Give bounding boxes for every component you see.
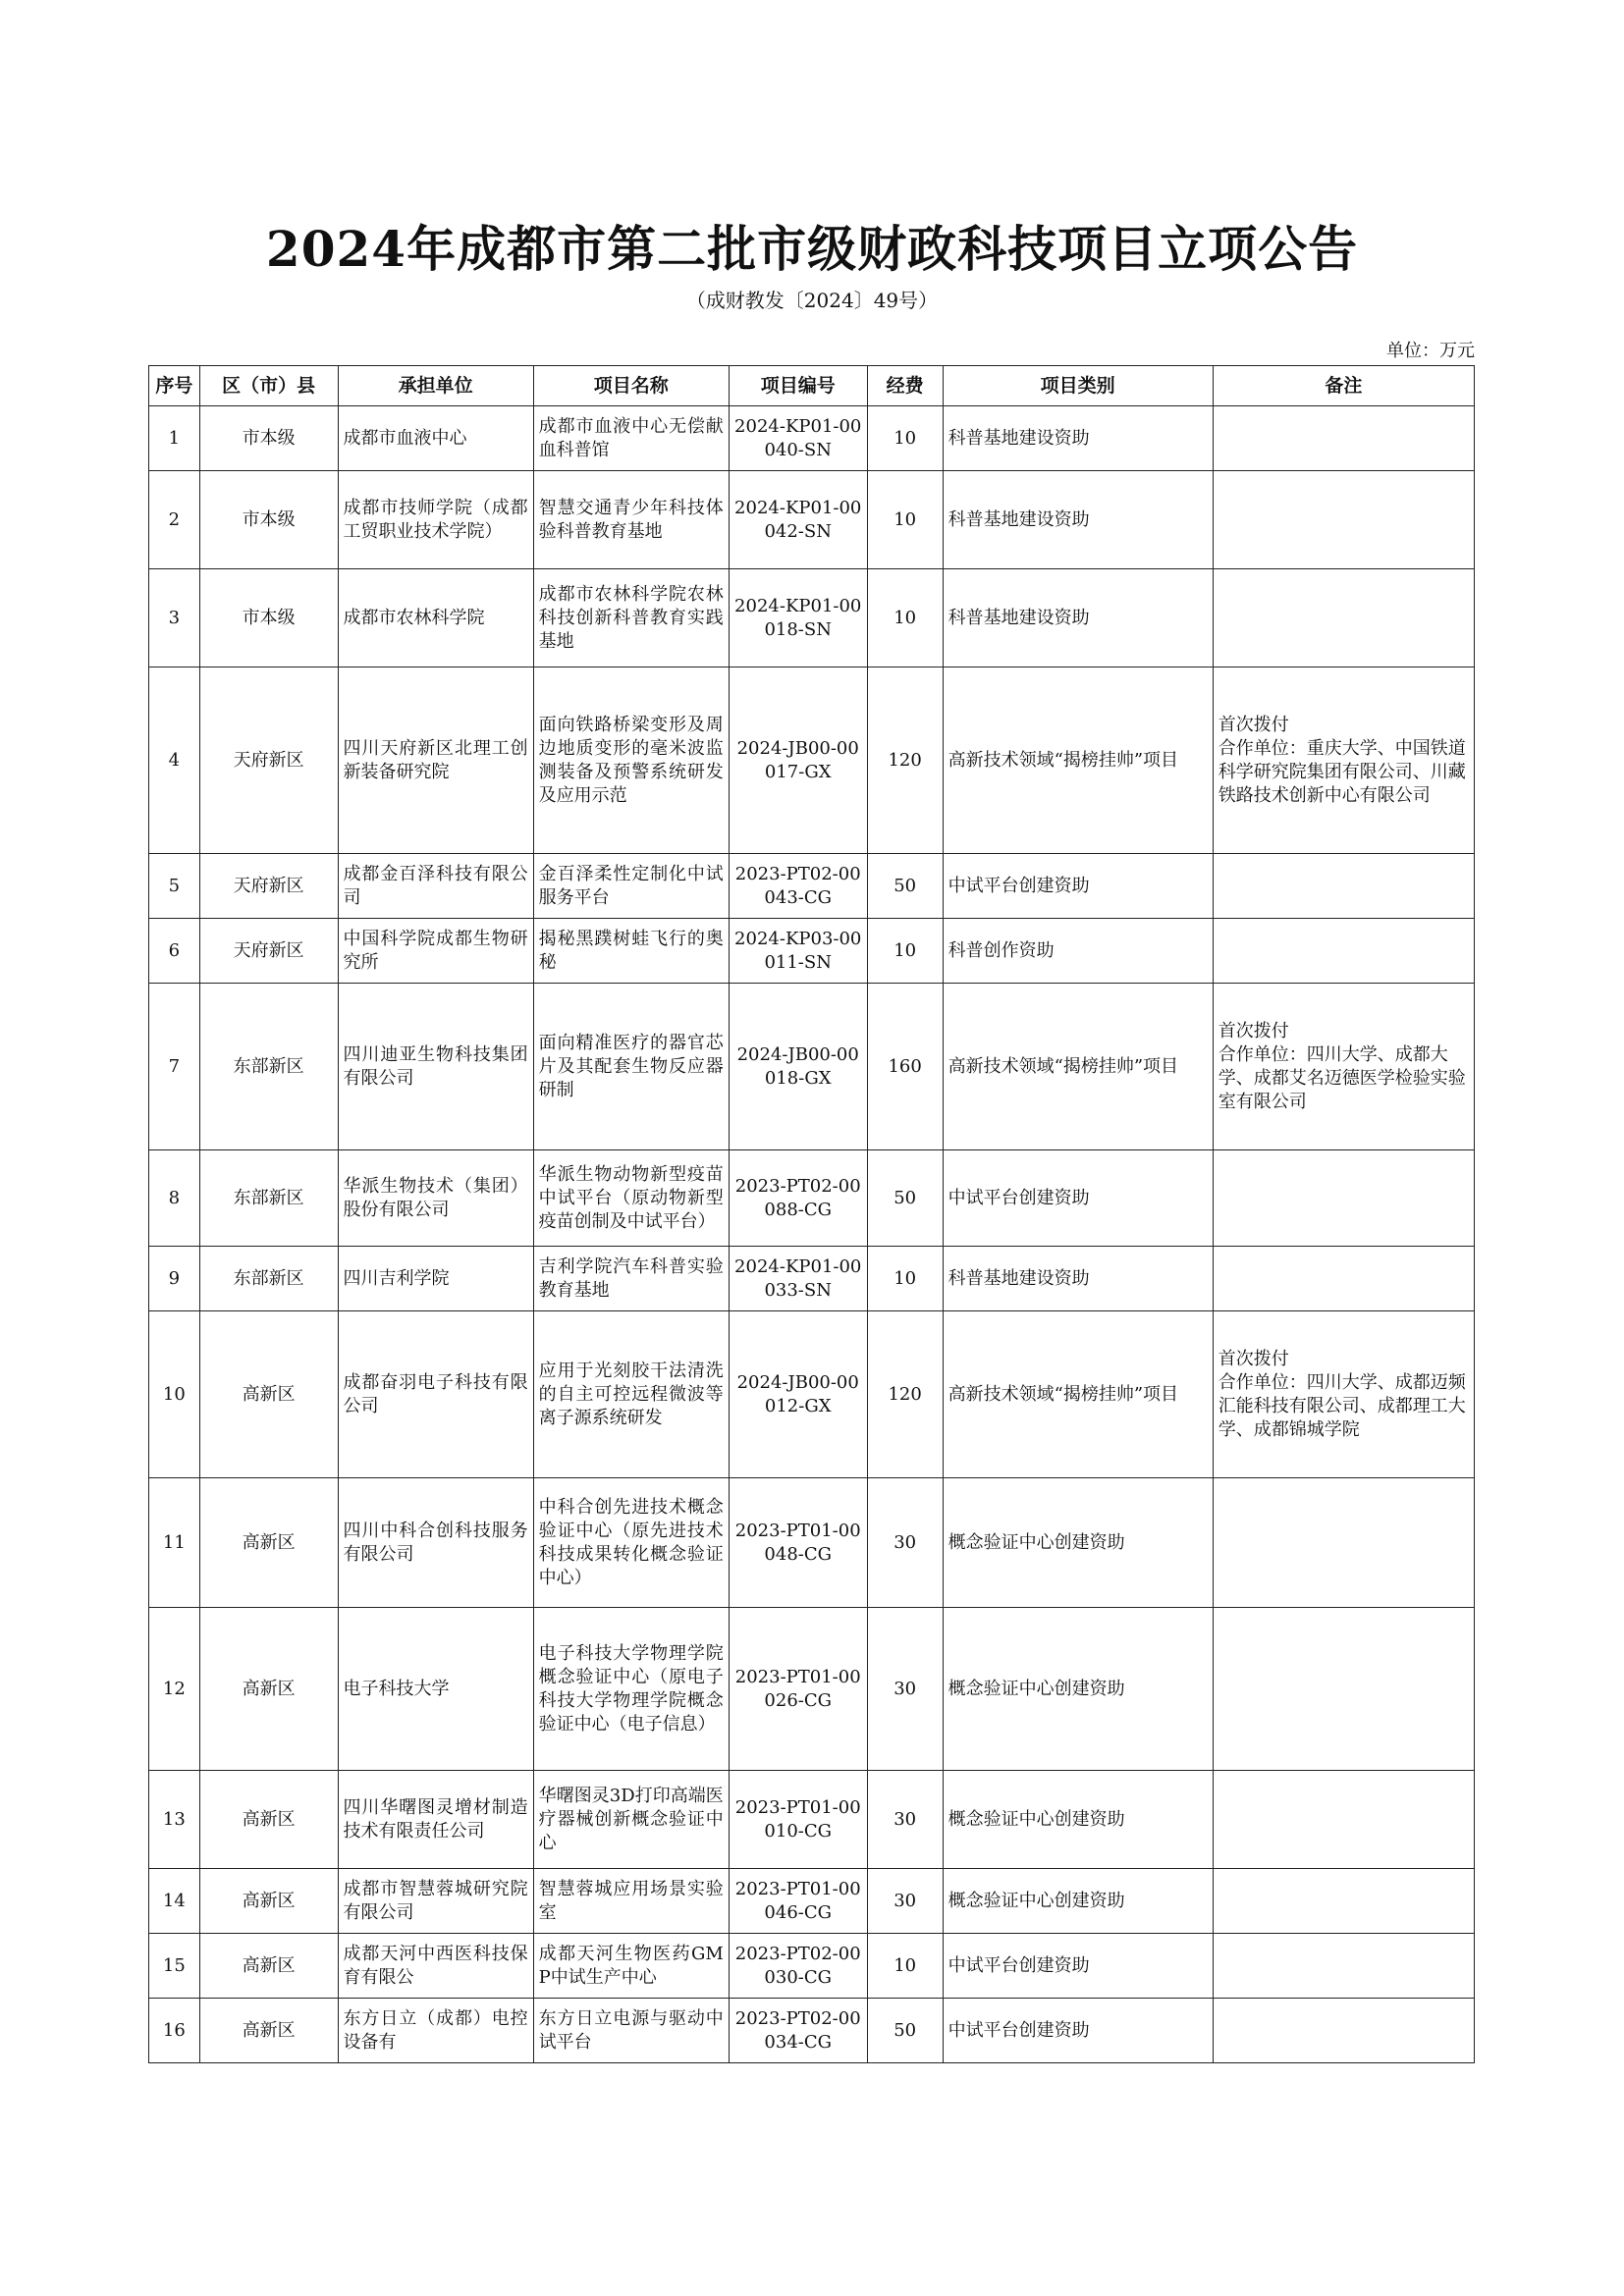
cell-project-name: 智慧交通青少年科技体验科普教育基地	[533, 471, 729, 569]
cell-project-name: 东方日立电源与驱动中试平台	[533, 1999, 729, 2063]
cell-district: 天府新区	[199, 919, 338, 984]
cell-project-code: 2023-PT02-00088-CG	[729, 1150, 867, 1247]
table-row	[149, 667, 1475, 854]
cell-project-code: 2024-KP01-00018-SN	[729, 569, 867, 667]
cell-category: 中试平台创建资助	[943, 1999, 1213, 2063]
page-title: 2024年成都市第二批市级财政科技项目立项公告	[265, 220, 1359, 278]
table-row	[149, 984, 1475, 1150]
table-row	[149, 1478, 1475, 1608]
cell-no: 12	[149, 1608, 200, 1771]
cell-category: 中试平台创建资助	[943, 1934, 1213, 1999]
cell-fund: 10	[867, 471, 943, 569]
cell-unit: 华派生物技术（集团）股份有限公司	[338, 1150, 533, 1247]
cell-remark	[1213, 406, 1474, 471]
cell-no: 16	[149, 1999, 200, 2063]
cell-project-name: 吉利学院汽车科普实验教育基地	[533, 1247, 729, 1311]
table-row	[149, 406, 1475, 471]
cell-project-name: 应用于光刻胶干法清洗的自主可控远程微波等离子源系统研发	[533, 1311, 729, 1478]
cell-unit: 四川华曙图灵增材制造技术有限责任公司	[338, 1771, 533, 1869]
table-row	[149, 569, 1475, 667]
cell-remark: 首次拨付 合作单位：四川大学、成都迈频汇能科技有限公司、成都理工大学、成都锦城学院	[1213, 1311, 1474, 1478]
cell-project-name: 揭秘黑蹼树蛙飞行的奥秘	[533, 919, 729, 984]
cell-unit: 四川中科合创科技服务有限公司	[338, 1478, 533, 1608]
cell-remark	[1213, 1869, 1474, 1934]
cell-no: 7	[149, 984, 200, 1150]
table-row	[149, 1934, 1475, 1999]
cell-category: 高新技术领域“揭榜挂帅”项目	[943, 984, 1213, 1150]
cell-project-name: 面向精准医疗的器官芯片及其配套生物反应器研制	[533, 984, 729, 1150]
cell-remark	[1213, 1478, 1474, 1608]
cell-no: 5	[149, 854, 200, 919]
cell-fund: 10	[867, 569, 943, 667]
table-row	[149, 1150, 1475, 1247]
cell-no: 9	[149, 1247, 200, 1311]
cell-fund: 10	[867, 1247, 943, 1311]
table-row	[149, 471, 1475, 569]
cell-fund: 10	[867, 406, 943, 471]
cell-unit: 成都天河中西医科技保育有限公	[338, 1934, 533, 1999]
cell-fund: 30	[867, 1771, 943, 1869]
cell-remark: 首次拨付 合作单位：四川大学、成都大学、成都艾名迈德医学检验实验室有限公司	[1213, 984, 1474, 1150]
cell-no: 3	[149, 569, 200, 667]
cell-unit: 成都市智慧蓉城研究院有限公司	[338, 1869, 533, 1934]
cell-project-name: 华曙图灵3D打印高端医疗器械创新概念验证中心	[533, 1771, 729, 1869]
cell-project-code: 2024-KP01-00040-SN	[729, 406, 867, 471]
cell-no: 11	[149, 1478, 200, 1608]
cell-project-code: 2024-KP01-00042-SN	[729, 471, 867, 569]
cell-category: 高新技术领域“揭榜挂帅”项目	[943, 1311, 1213, 1478]
cell-category: 概念验证中心创建资助	[943, 1771, 1213, 1869]
cell-no: 2	[149, 471, 200, 569]
cell-unit: 成都奋羽电子科技有限公司	[338, 1311, 533, 1478]
cell-project-code: 2024-JB00-00017-GX	[729, 667, 867, 854]
cell-unit: 东方日立（成都）电控设备有	[338, 1999, 533, 2063]
cell-project-code: 2023-PT01-00010-CG	[729, 1771, 867, 1869]
cell-project-code: 2024-KP01-00033-SN	[729, 1247, 867, 1311]
cell-category: 科普基地建设资助	[943, 1247, 1213, 1311]
cell-project-code: 2023-PT02-00043-CG	[729, 854, 867, 919]
cell-project-code: 2024-JB00-00012-GX	[729, 1311, 867, 1478]
cell-remark	[1213, 919, 1474, 984]
table-row	[149, 1608, 1475, 1771]
cell-fund: 160	[867, 984, 943, 1150]
cell-district: 市本级	[199, 471, 338, 569]
cell-remark	[1213, 1999, 1474, 2063]
cell-category: 高新技术领域“揭榜挂帅”项目	[943, 667, 1213, 854]
cell-district: 东部新区	[199, 984, 338, 1150]
cell-unit: 成都市农林科学院	[338, 569, 533, 667]
cell-project-name: 成都天河生物医药GMP中试生产中心	[533, 1934, 729, 1999]
cell-fund: 10	[867, 1934, 943, 1999]
cell-unit: 中国科学院成都生物研究所	[338, 919, 533, 984]
cell-district: 高新区	[199, 1311, 338, 1478]
cell-category: 中试平台创建资助	[943, 1150, 1213, 1247]
table-row	[149, 1869, 1475, 1934]
cell-fund: 10	[867, 919, 943, 984]
cell-district: 高新区	[199, 1478, 338, 1608]
cell-category: 科普创作资助	[943, 919, 1213, 984]
cell-project-name: 华派生物动物新型疫苗中试平台（原动物新型疫苗创制及中试平台）	[533, 1150, 729, 1247]
cell-remark	[1213, 471, 1474, 569]
table-row	[149, 1247, 1475, 1311]
unit-note: 单位：万元	[1386, 341, 1475, 361]
cell-district: 高新区	[199, 1999, 338, 2063]
cell-category: 概念验证中心创建资助	[943, 1869, 1213, 1934]
cell-project-code: 2023-PT01-00026-CG	[729, 1608, 867, 1771]
table-row	[149, 919, 1475, 984]
cell-remark	[1213, 854, 1474, 919]
header-district: 区（市）县	[199, 366, 338, 406]
cell-project-name: 智慧蓉城应用场景实验室	[533, 1869, 729, 1934]
cell-remark	[1213, 1247, 1474, 1311]
header-remark: 备注	[1213, 366, 1474, 406]
cell-unit: 四川迪亚生物科技集团有限公司	[338, 984, 533, 1150]
cell-category: 科普基地建设资助	[943, 406, 1213, 471]
cell-no: 1	[149, 406, 200, 471]
cell-fund: 50	[867, 1150, 943, 1247]
table-row	[149, 854, 1475, 919]
cell-remark	[1213, 1934, 1474, 1999]
cell-project-code: 2023-PT02-00030-CG	[729, 1934, 867, 1999]
cell-no: 10	[149, 1311, 200, 1478]
table-row	[149, 1311, 1475, 1478]
cell-fund: 30	[867, 1478, 943, 1608]
cell-district: 市本级	[199, 569, 338, 667]
cell-unit: 四川天府新区北理工创新装备研究院	[338, 667, 533, 854]
cell-fund: 50	[867, 854, 943, 919]
cell-unit: 成都市血液中心	[338, 406, 533, 471]
cell-fund: 120	[867, 1311, 943, 1478]
header-project-name: 项目名称	[533, 366, 729, 406]
cell-project-code: 2024-JB00-00018-GX	[729, 984, 867, 1150]
cell-unit: 四川吉利学院	[338, 1247, 533, 1311]
table-body	[149, 406, 1475, 2063]
header-project-code: 项目编号	[729, 366, 867, 406]
cell-remark: 首次拨付 合作单位：重庆大学、中国铁道科学研究院集团有限公司、川藏铁路技术创新中心有限公司	[1213, 667, 1474, 854]
header-unit: 承担单位	[338, 366, 533, 406]
cell-fund: 120	[867, 667, 943, 854]
cell-category: 概念验证中心创建资助	[943, 1608, 1213, 1771]
cell-district: 东部新区	[199, 1247, 338, 1311]
cell-district: 高新区	[199, 1771, 338, 1869]
cell-category: 科普基地建设资助	[943, 471, 1213, 569]
cell-project-name: 成都市农林科学院农林科技创新科普教育实践基地	[533, 569, 729, 667]
header-fund: 经费	[867, 366, 943, 406]
cell-unit: 成都市技师学院（成都工贸职业技术学院）	[338, 471, 533, 569]
cell-district: 天府新区	[199, 667, 338, 854]
cell-district: 高新区	[199, 1869, 338, 1934]
cell-project-code: 2023-PT01-00048-CG	[729, 1478, 867, 1608]
cell-district: 天府新区	[199, 854, 338, 919]
cell-fund: 30	[867, 1608, 943, 1771]
cell-project-name: 中科合创先进技术概念验证中心（原先进技术科技成果转化概念验证中心）	[533, 1478, 729, 1608]
table-row	[149, 1771, 1475, 1869]
cell-no: 15	[149, 1934, 200, 1999]
cell-no: 14	[149, 1869, 200, 1934]
cell-unit: 成都金百泽科技有限公司	[338, 854, 533, 919]
cell-unit: 电子科技大学	[338, 1608, 533, 1771]
cell-category: 科普基地建设资助	[943, 569, 1213, 667]
cell-category: 中试平台创建资助	[943, 854, 1213, 919]
cell-remark	[1213, 569, 1474, 667]
table-row	[149, 1999, 1475, 2063]
cell-project-name: 面向铁路桥梁变形及周边地质变形的毫米波监测装备及预警系统研发及应用示范	[533, 667, 729, 854]
cell-no: 13	[149, 1771, 200, 1869]
cell-no: 8	[149, 1150, 200, 1247]
cell-remark	[1213, 1771, 1474, 1869]
header-category: 项目类别	[943, 366, 1213, 406]
table-header-row	[149, 366, 1475, 406]
cell-project-code: 2023-PT01-00046-CG	[729, 1869, 867, 1934]
cell-district: 高新区	[199, 1608, 338, 1771]
project-table	[148, 365, 1475, 2063]
cell-district: 市本级	[199, 406, 338, 471]
header-no: 序号	[149, 366, 200, 406]
cell-fund: 50	[867, 1999, 943, 2063]
cell-district: 东部新区	[199, 1150, 338, 1247]
cell-remark	[1213, 1150, 1474, 1247]
cell-project-code: 2023-PT02-00034-CG	[729, 1999, 867, 2063]
cell-fund: 30	[867, 1869, 943, 1934]
cell-project-name: 成都市血液中心无偿献血科普馆	[533, 406, 729, 471]
document-number: （成财教发〔2024〕49号）	[685, 289, 939, 312]
cell-district: 高新区	[199, 1934, 338, 1999]
cell-category: 概念验证中心创建资助	[943, 1478, 1213, 1608]
cell-project-code: 2024-KP03-00011-SN	[729, 919, 867, 984]
cell-project-name: 电子科技大学物理学院概念验证中心（原电子科技大学物理学院概念验证中心（电子信息）	[533, 1608, 729, 1771]
cell-no: 4	[149, 667, 200, 854]
cell-project-name: 金百泽柔性定制化中试服务平台	[533, 854, 729, 919]
cell-no: 6	[149, 919, 200, 984]
cell-remark	[1213, 1608, 1474, 1771]
